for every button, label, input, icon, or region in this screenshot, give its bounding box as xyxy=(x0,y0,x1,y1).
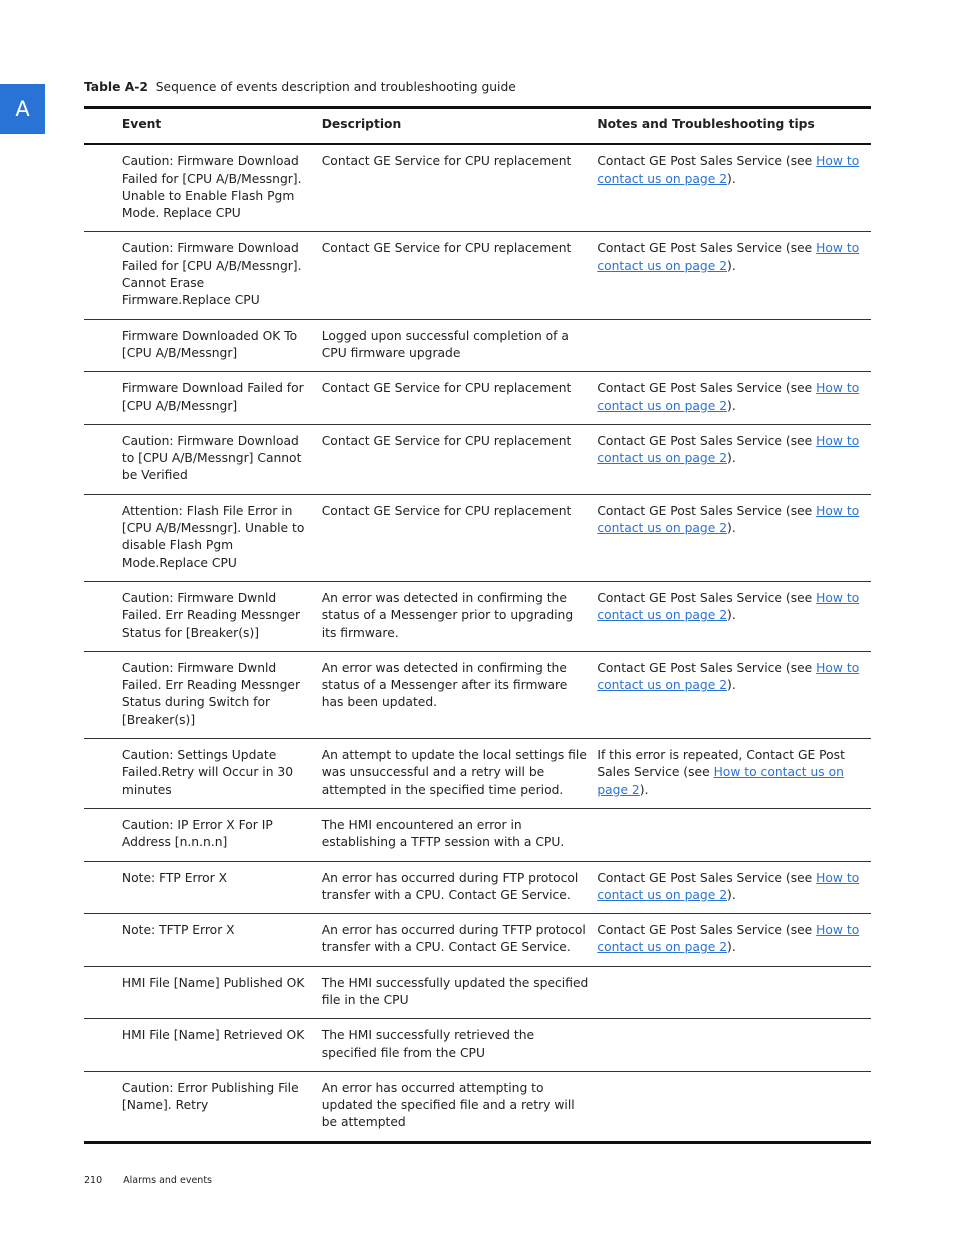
event-cell: Caution: Error Publishing File [Name]. Retry xyxy=(121,1080,299,1113)
notes-text: Contact GE Post Sales Service (see xyxy=(597,923,817,938)
event-cell: Caution: IP Error X For IP Address [n.n.n.n] xyxy=(121,817,273,850)
event-cell: HMI File [Name] Retrieved OK xyxy=(121,1028,305,1043)
event-cell: Firmware Downloaded OK To [CPU A/B/Messngr] xyxy=(121,328,298,360)
notes-cell xyxy=(597,651,871,738)
table-row xyxy=(84,319,871,372)
table-row xyxy=(84,1019,871,1072)
description-cell: Contact GE Service for CPU replacement xyxy=(321,433,572,448)
notes-suffix: ). xyxy=(727,451,736,466)
notes-suffix: ). xyxy=(727,678,736,693)
notes-cell xyxy=(597,372,871,425)
contact-us-link[interactable]: How to contact us on page 2 xyxy=(597,433,860,466)
event-cell: Caution: Firmware Download Failed for [CPU A/B/Messngr]. Unable to Enable Flash Pgm Mode. Replace CPU xyxy=(121,154,302,221)
contact-us-link[interactable]: How to contact us on page 2 xyxy=(597,660,860,693)
table-row xyxy=(84,232,871,319)
table-row xyxy=(84,914,871,967)
notes-suffix: ). xyxy=(639,782,649,797)
event-cell: Note: TFTP Error X xyxy=(121,923,235,938)
table-row xyxy=(84,861,871,914)
notes-cell xyxy=(597,808,871,861)
notes-text: Contact GE Post Sales Service (see xyxy=(597,433,817,448)
notes-cell xyxy=(597,144,871,232)
description-cell: An error has occurred during TFTP protocol transfer with a CPU. Contact GE Service. xyxy=(321,923,586,955)
contact-us-link[interactable]: How to contact us on page 2 xyxy=(597,241,860,273)
page-number: 210 xyxy=(84,1175,103,1186)
contact-us-link[interactable]: How to contact us on page 2 xyxy=(597,923,860,955)
table-row xyxy=(84,808,871,861)
notes-cell xyxy=(597,966,871,1019)
event-cell: Caution: Firmware Download Failed for [CPU A/B/Messngr]. Cannot Erase Firmware.Replace CPU xyxy=(121,241,302,308)
notes-suffix: ). xyxy=(727,171,736,186)
notes-cell xyxy=(597,914,871,967)
contact-us-link[interactable]: How to contact us on page 2 xyxy=(597,381,860,413)
event-cell: Caution: Firmware Dwnld Failed. Err Reading Messnger Status during Switch for [Breaker(s)] xyxy=(121,660,301,727)
header-notes: Notes and Troubleshooting tips xyxy=(597,117,815,131)
notes-text: Contact GE Post Sales Service (see xyxy=(597,870,817,885)
notes-cell xyxy=(597,232,871,319)
appendix-tab: A xyxy=(0,84,45,134)
notes-suffix: ). xyxy=(727,940,736,955)
contact-us-link[interactable]: How to contact us on page 2 xyxy=(597,503,860,536)
description-cell: An error was detected in confirming the status of a Messenger after its firmware has been updated. xyxy=(321,660,568,710)
table-row xyxy=(84,651,871,738)
description-cell: The HMI encountered an error in establishing a TFTP session with a CPU. xyxy=(321,817,565,850)
contact-us-link[interactable]: How to contact us on page 2 xyxy=(597,765,844,797)
description-cell: The HMI successfully updated the specified file in the CPU xyxy=(321,975,589,1007)
footer-section: Alarms and events xyxy=(123,1175,212,1186)
events-table xyxy=(84,106,871,1144)
description-cell: An attempt to update the local settings file was unsuccessful and a retry will be attempted in the specified time period. xyxy=(321,748,587,797)
notes-text: Contact GE Post Sales Service (see xyxy=(597,381,817,396)
notes-cell xyxy=(597,861,871,914)
event-cell: Caution: Firmware Dwnld Failed. Err Reading Messnger Status for [Breaker(s)] xyxy=(121,590,301,640)
table-row xyxy=(84,424,871,494)
table-header-row xyxy=(84,108,871,145)
table-row xyxy=(84,739,871,809)
table-row xyxy=(84,144,871,232)
notes-suffix: ). xyxy=(727,521,736,536)
description-cell: An error has occurred during FTP protocol transfer with a CPU. Contact GE Service. xyxy=(321,870,579,902)
notes-cell xyxy=(597,581,871,651)
event-cell: HMI File [Name] Published OK xyxy=(121,975,305,990)
event-cell: Note: FTP Error X xyxy=(121,870,228,885)
notes-cell xyxy=(597,424,871,494)
caption-label: Table A-2 xyxy=(84,80,148,94)
description-cell: An error has occurred attempting to updated the specified file and a retry will be attempted xyxy=(321,1080,575,1130)
table-row xyxy=(84,372,871,425)
notes-cell xyxy=(597,1019,871,1072)
header-description: Description xyxy=(321,117,402,131)
caption-text: Sequence of events description and troubleshooting guide xyxy=(155,80,516,94)
table-body xyxy=(84,144,871,1142)
notes-cell xyxy=(597,1071,871,1142)
notes-text: Contact GE Post Sales Service (see xyxy=(597,590,817,605)
table-row xyxy=(84,966,871,1019)
event-cell: Caution: Firmware Download to [CPU A/B/Messngr] Cannot be Verified xyxy=(121,433,302,483)
contact-us-link[interactable]: How to contact us on page 2 xyxy=(597,154,860,186)
description-cell: An error was detected in confirming the status of a Messenger prior to upgrading its firmware. xyxy=(321,590,574,640)
table-row xyxy=(84,494,871,581)
description-cell: Contact GE Service for CPU replacement xyxy=(321,381,572,396)
table-row xyxy=(84,581,871,651)
notes-suffix: ). xyxy=(727,887,736,902)
description-cell: Contact GE Service for CPU replacement xyxy=(321,503,572,518)
notes-suffix: ). xyxy=(727,608,736,623)
notes-suffix: ). xyxy=(727,398,736,413)
notes-suffix: ). xyxy=(727,258,736,273)
header-event: Event xyxy=(121,117,162,131)
contact-us-link[interactable]: How to contact us on page 2 xyxy=(597,870,860,902)
description-cell: Logged upon successful completion of a CPU firmware upgrade xyxy=(321,328,569,360)
event-cell: Caution: Settings Update Failed.Retry will Occur in 30 minutes xyxy=(121,748,294,797)
notes-text: Contact GE Post Sales Service (see xyxy=(597,154,817,169)
description-cell: The HMI successfully retrieved the specified file from the CPU xyxy=(321,1028,535,1060)
notes-text: If this error is repeated, Contact GE Post Sales Service (see xyxy=(597,748,845,780)
description-cell: Contact GE Service for CPU replacement xyxy=(321,241,572,256)
notes-cell xyxy=(597,319,871,372)
notes-text: Contact GE Post Sales Service (see xyxy=(597,241,817,256)
table-caption xyxy=(84,80,516,94)
description-cell: Contact GE Service for CPU replacement xyxy=(321,154,572,169)
notes-text: Contact GE Post Sales Service (see xyxy=(597,660,817,675)
event-cell: Attention: Flash File Error in [CPU A/B/Messngr]. Unable to disable Flash Pgm Mode.Replace CPU xyxy=(121,503,305,570)
page-footer xyxy=(84,1175,212,1186)
table-row xyxy=(84,1071,871,1142)
notes-cell xyxy=(597,739,871,809)
notes-cell xyxy=(597,494,871,581)
contact-us-link[interactable]: How to contact us on page 2 xyxy=(597,590,860,623)
event-cell: Firmware Download Failed for [CPU A/B/Messngr] xyxy=(121,381,304,413)
notes-text: Contact GE Post Sales Service (see xyxy=(597,503,817,518)
